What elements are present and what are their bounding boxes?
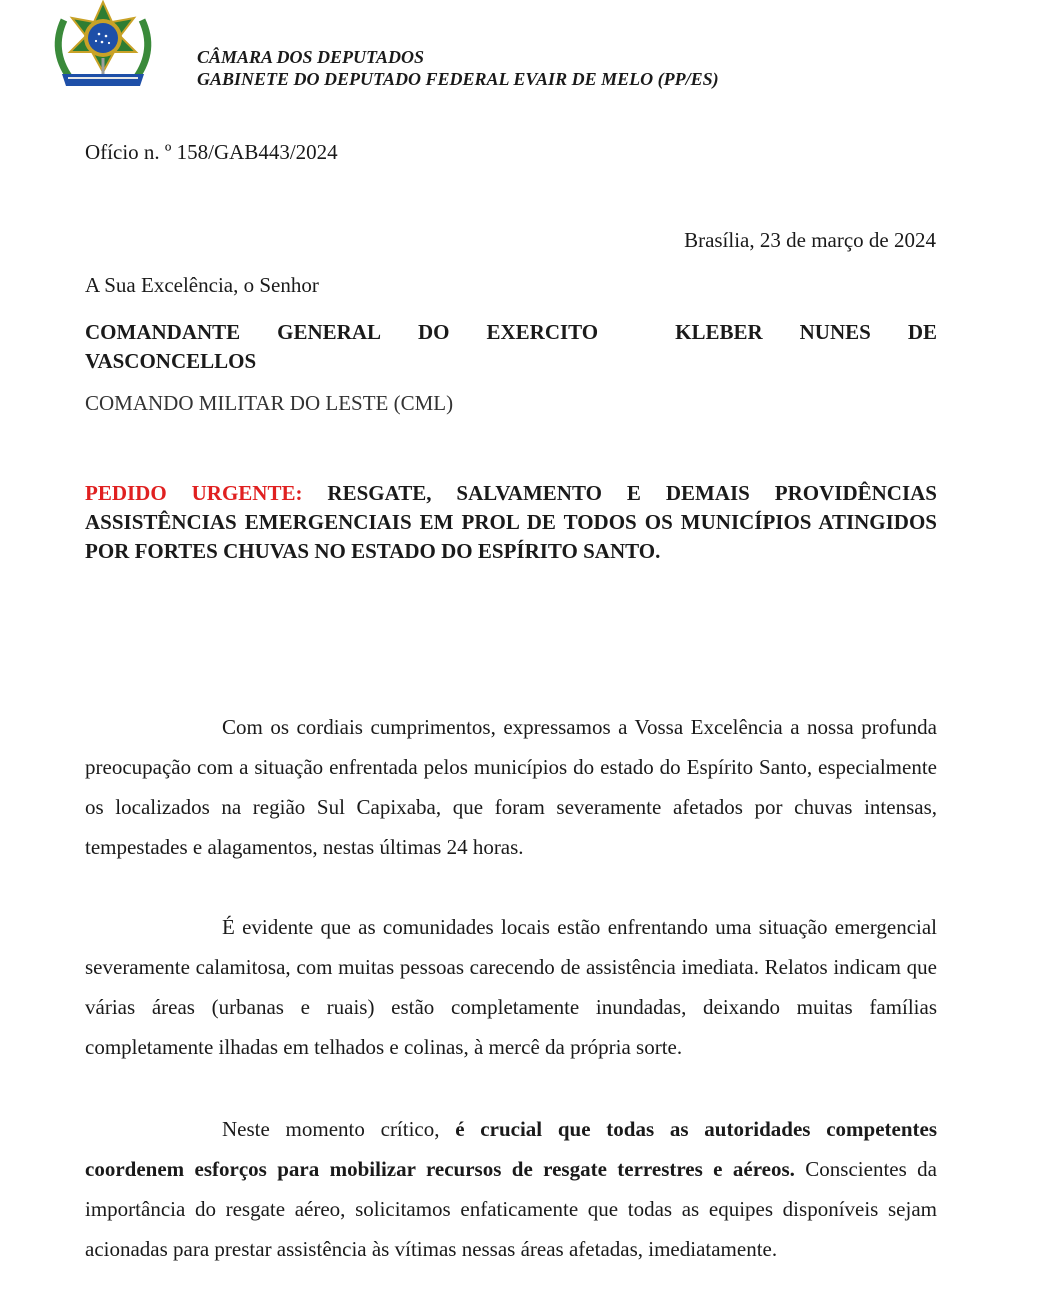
paragraph-1: Com os cordiais cumprimentos, expressamos a Vossa Excelência a nossa profunda preocupação com a situação enfrentada pelos municípios do estado do Espírito Santo, especialmente os localizados na região Sul Capixaba, que foram severamente afetados por chuvas intensas, tempestades e alagamentos, nestas últimas 24 horas.: [85, 715, 937, 859]
recipient-word: EXERCITO: [486, 320, 599, 344]
recipient-word: GENERAL: [277, 320, 382, 344]
subject-text: RESGATE, SALVAMENTO E DEMAIS PROVIDÊNCIAS ASSISTÊNCIAS EMERGENCIAIS EM PROL DE TODOS OS MUNICÍPIOS ATINGIDOS POR FORTES CHUVAS NO ESTADO DO ESPÍRITO SANTO.: [85, 481, 937, 563]
letterhead: [197, 46, 719, 90]
recipient-word: COMANDANTE: [85, 320, 241, 344]
recipient-word: DE: [907, 320, 937, 344]
letterhead-office: GABINETE DO DEPUTADO FEDERAL EVAIR DE MELO (PP/ES): [197, 69, 719, 89]
brazil-coat-of-arms-icon: [44, 0, 162, 92]
recipient-word: NUNES: [799, 320, 871, 344]
recipient-line-2: VASCONCELLOS: [85, 349, 257, 373]
subject: [85, 479, 937, 566]
recipient-line-1: [85, 318, 937, 347]
document-date: Brasília, 23 de março de 2024: [684, 228, 936, 252]
paragraph-3-start: Neste momento crítico,: [222, 1117, 456, 1141]
urgent-label: PEDIDO URGENTE:: [85, 481, 303, 505]
recipient-word: DO: [418, 320, 450, 344]
paragraph-3-emphasis: é crucial que todas as autoridades competentes coordenem esforços para mobilizar recursos de resgate terrestres e aéreos.: [85, 1117, 937, 1181]
paragraph-3: [85, 1109, 937, 1269]
recipient-name: [85, 318, 937, 376]
letterhead-chamber: CÂMARA DOS DEPUTADOS: [197, 47, 425, 67]
document-reference: Ofício n. º 158/GAB443/2024: [85, 140, 338, 164]
paragraph-3-end: Conscientes da importância do resgate aéreo, solicitamos enfaticamente que todas as equipes disponíveis sejam acionadas para prestar assistência às vítimas nessas áreas afetadas, imediatamente.: [85, 1157, 937, 1261]
paragraph-2: É evidente que as comunidades locais estão enfrentando uma situação emergencial severamente calamitosa, com muitas pessoas carecendo de assistência imediata. Relatos indicam que várias áreas (urbanas e ruais) estão completamente inundadas, deixando muitas famílias completamente ilhadas em telhados e colinas, à mercê da própria sorte.: [85, 915, 937, 1059]
recipient-word: KLEBER: [675, 320, 763, 344]
salutation: A Sua Excelência, o Senhor: [85, 273, 319, 297]
recipient-command: COMANDO MILITAR DO LESTE (CML): [85, 391, 454, 415]
